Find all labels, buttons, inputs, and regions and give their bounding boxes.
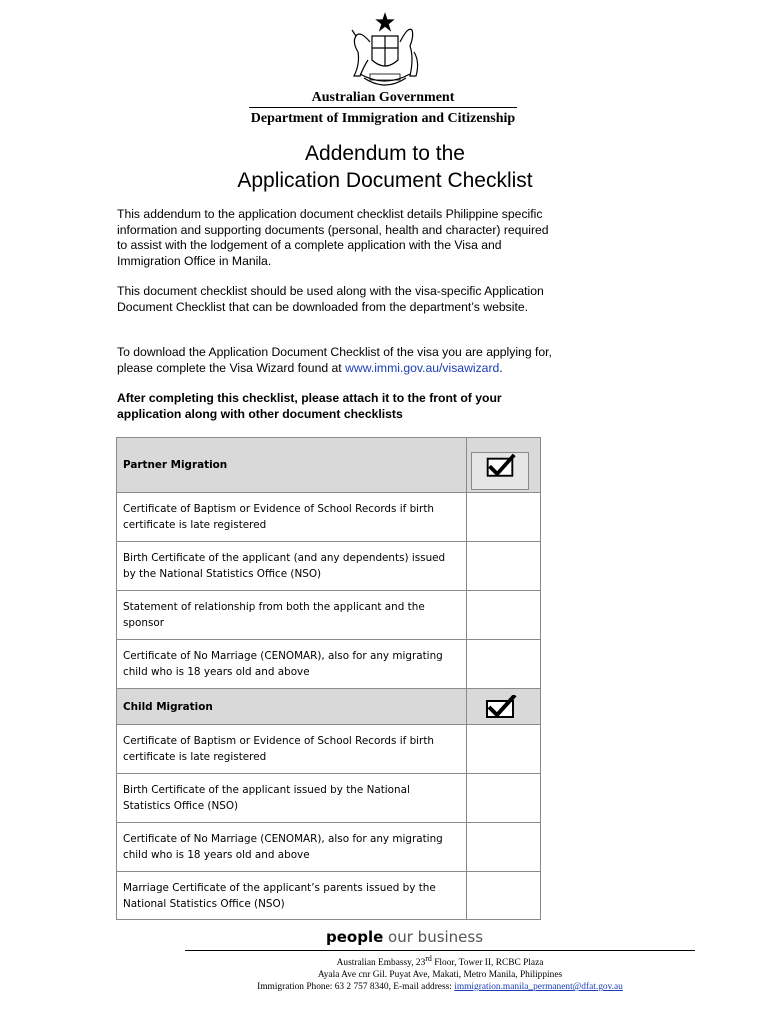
table-row [116, 724, 542, 773]
footer-line-1-a: Australian Embassy, 23 [336, 958, 426, 969]
checklist-item: Certificate of No Marriage (CENOMAR), also for any migrating child who is 18 years old and above [116, 639, 467, 688]
check-cell[interactable] [467, 871, 541, 920]
title-line-2: Application Document Checklist [237, 169, 533, 192]
header-check-cell [467, 437, 541, 492]
title-line-1: Addendum to the [305, 142, 465, 165]
checklist-item: Marriage Certificate of the applicant’s parents issued by the National Statistics Office (NSO) [116, 871, 467, 920]
table-row [116, 871, 542, 920]
footer-line-3 [185, 981, 695, 993]
checkbox-tick-icon [485, 695, 517, 719]
footer-line-1-sup: rd [425, 954, 432, 963]
check-cell[interactable] [467, 492, 541, 541]
p3-end: . [499, 360, 503, 375]
checklist-item: Statement of relationship from both the applicant and the sponsor [116, 590, 467, 639]
tagline-bold: people [326, 928, 384, 946]
tagline [326, 928, 483, 946]
table-row [116, 773, 542, 822]
p3-text: To download the Application Document Checklist of the visa you are applying for, please complete the Visa Wizard found at [117, 345, 552, 375]
document-title [150, 140, 620, 194]
footer-line-1 [185, 953, 695, 969]
table-row [116, 639, 542, 688]
footer-line-1-b: Floor, Tower II, RCBC Plaza [431, 958, 544, 969]
check-cell[interactable] [467, 724, 541, 773]
partner-migration-heading: Partner Migration [116, 437, 467, 492]
tagline-light: our business [383, 928, 484, 946]
child-migration-header-row [116, 688, 542, 724]
intro-paragraph-2: This document checklist should be used along with the visa-specific Application Document Checklist that can be downloaded from the department’s website. [117, 284, 544, 314]
check-cell[interactable] [467, 590, 541, 639]
footer-line-2: Ayala Ave cnr Gil. Puyat Ave, Makati, Metro Manila, Philippines [317, 970, 563, 981]
table-row [116, 590, 542, 639]
header-divider [249, 107, 517, 108]
government-name: Australian Government [311, 90, 455, 105]
check-cell[interactable] [467, 541, 541, 590]
checklist-item: Certificate of No Marriage (CENOMAR), also for any migrating child who is 18 years old and above [116, 822, 467, 871]
check-cell[interactable] [467, 773, 541, 822]
table-row [116, 822, 542, 871]
intro-paragraph-1: This addendum to the application document checklist details Philippine specific information and supporting documents (personal, health and character) required to assist with the lodgement of a complete application with the Visa and Immigration Office in Manila. [117, 207, 549, 268]
attach-instruction: After completing this checklist, please attach it to the front of your application along with other document checklists [117, 391, 502, 421]
checkbox-tick-icon [471, 452, 529, 490]
checklist-item: Certificate of Baptism or Evidence of School Records if birth certificate is late registered [116, 724, 467, 773]
government-header [249, 89, 517, 127]
intro-paragraph-3 [117, 345, 557, 376]
coat-of-arms-crest [330, 12, 440, 94]
check-cell[interactable] [467, 639, 541, 688]
child-migration-heading: Child Migration [116, 688, 467, 724]
checklist-item: Birth Certificate of the applicant issued by the National Statistics Office (NSO) [116, 773, 467, 822]
header-check-cell [467, 688, 541, 724]
footer-email-link[interactable]: immigration.manila_permanent@dfat.gov.au [454, 982, 623, 993]
footer-phone: Immigration Phone: 63 2 757 8340, E-mail address: [257, 982, 455, 993]
table-row [116, 492, 542, 541]
checklist-item: Birth Certificate of the applicant (and any dependents) issued by the National Statistics Office (NSO) [116, 541, 467, 590]
footer-divider [185, 950, 695, 951]
table-row [116, 541, 542, 590]
partner-migration-header-row [116, 437, 542, 492]
document-checklist-table [116, 437, 542, 920]
checklist-item: Certificate of Baptism or Evidence of School Records if birth certificate is late registered [116, 492, 467, 541]
department-name: Department of Immigration and Citizenship [250, 111, 516, 126]
footer-address [185, 953, 695, 993]
visa-wizard-link[interactable]: www.immi.gov.au/visawizard [345, 360, 500, 375]
check-cell[interactable] [467, 822, 541, 871]
